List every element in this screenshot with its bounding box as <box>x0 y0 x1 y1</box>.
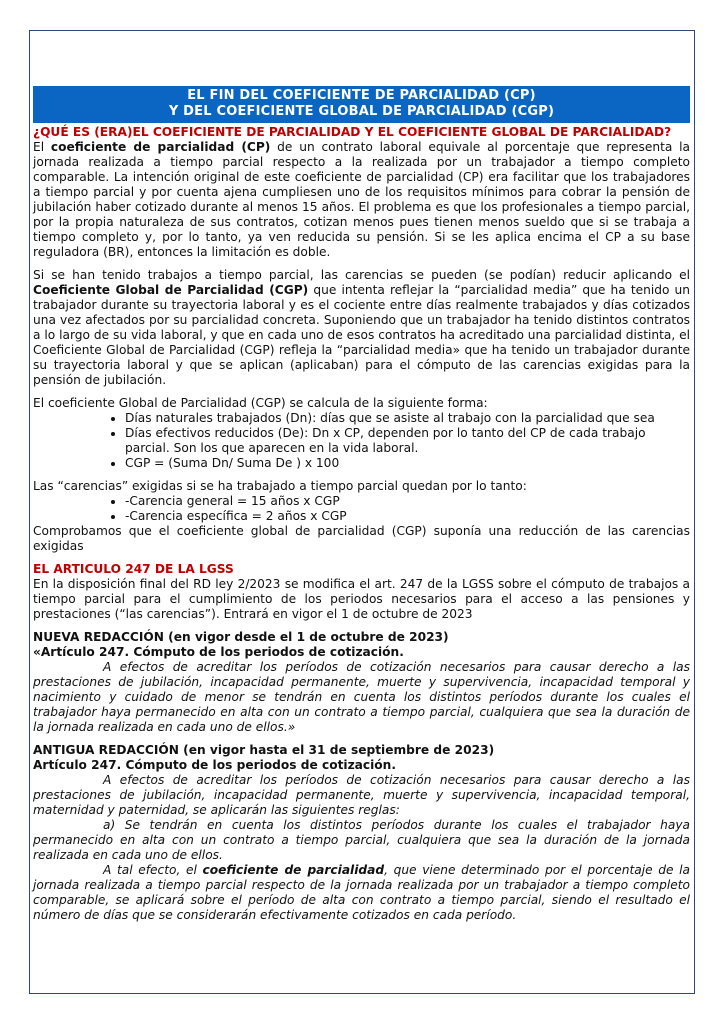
document-content <box>33 86 690 923</box>
title-banner <box>33 86 690 123</box>
paragraph-cp-definition <box>33 140 690 260</box>
formula-list <box>33 411 690 471</box>
term-cgp: Coeficiente Global de Parcialidad (CGP) <box>33 283 309 297</box>
paragraph-rd-ley: En la disposición final del RD ley 2/2023 se modifica el art. 247 de la LGSS sobre el cómputo de trabajos a tiempo parcial para el cumplimiento de los periodos necesarios para el acceso a las pensiones y prestaciones (“las carencias”). Entrará en vigor el 1 de octubre de 2023 <box>33 577 690 621</box>
new-article-text: A efectos de acreditar los períodos de cotización necesarios para causar derecho a las prestaciones de jubilación, incapacidad permanente, muerte y supervivencia, incapacidad temporal y nacimiento y cuidado de menor se tendrán en cuenta los distintos períodos durante los cuales el trabajador haya permanecido en alta con un contrato a tiempo parcial, cualquiera que sea la duración de la jornada realizada en cada uno de ellos.» <box>33 660 690 734</box>
new-redaction-heading: NUEVA REDACCIÓN (en vigor desde el 1 de octubre de 2023) <box>33 630 449 644</box>
text-run: que intenta reflejar la “parcialidad media” que ha tenido un trabajador durante su trayectoria laboral y es el cociente entre días realmente trabajados y días cotizados una vez afectados por su parcialidad concreta. Suponiendo que un trabajador ha tenido distintos contratos a lo largo de su vida laboral, y que en cada uno de esos contratos ha acreditado una parcialidad distinta, el Coeficiente Global de Parcialidad (CGP) refleja la “parcialidad media» que ha tenido un trabajador durante su trayectoria laboral y que se aplican (aplicaban) para el cómputo de las carencias exigidas para la pensión de jubilación. <box>33 283 690 387</box>
list-item: • Días efectivos reducidos (De): Dn x CP, dependen por lo tanto del CP de cada trabajo parcial. Son los que aparecen en la vida laboral. <box>125 426 690 456</box>
term-coeficiente: coeficiente de parcialidad <box>202 863 385 877</box>
old-article-text-1: A efectos de acreditar los períodos de cotización necesarios para causar derecho a las prestaciones de jubilación, incapacidad permanente, muerte y supervivencia, incapacidad temporal, maternidad y paternidad, se aplicarán las siguientes reglas: <box>33 773 690 817</box>
section-heading-article-247: EL ARTICULO 247 DE LA LGSS <box>33 562 234 576</box>
old-article-text-3 <box>33 863 690 923</box>
list-item: • Días naturales trabajados (Dn): días que se asiste al trabajo con la parcialidad que sea <box>125 411 690 426</box>
text-run: , que viene determinado por el porcentaje de la jornada realizada a tiempo parcial respecto de la jornada realizada por un trabajador a tiempo completo comparable, se aplicará sobre el período de alta con contrato a tiempo parcial, siendo el resultado el número de días que se considerarán efectivamente cotizados en cada período. <box>33 863 691 922</box>
paragraph-conclusion: Comprobamos que el coeficiente global de parcialidad (CGP) suponía una reducción de las carencias exigidas <box>33 524 690 553</box>
term-cp: coeficiente de parcialidad (CP) <box>50 140 271 154</box>
text-run: A tal efecto, el <box>103 863 203 877</box>
paragraph-cgp-formula-intro: El coeficiente Global de Parcialidad (CGP) se calcula de la siguiente forma: <box>33 396 488 410</box>
text-run: Si se han tenido trabajos a tiempo parcial, las carencias se pueden (se podían) reducir aplicando el <box>33 268 690 282</box>
section-question: ¿QUÉ ES (ERA)EL COEFICIENTE DE PARCIALIDAD Y EL COEFICIENTE GLOBAL DE PARCIALIDAD? <box>33 125 672 139</box>
old-article-text-2: a) Se tendrán en cuenta los distintos períodos durante los cuales el trabajador haya permanecido en alta con un contrato a tiempo parcial, cualquiera que sea la duración de la jornada realizada en cada uno de ellos. <box>33 818 690 862</box>
list-item: • -Carencia específica = 2 años x CGP <box>125 509 690 524</box>
list-item: • CGP = (Suma Dn/ Suma De ) x 100 <box>125 456 690 471</box>
text-run: El <box>33 140 51 154</box>
old-article-title: Artículo 247. Cómputo de los periodos de cotización. <box>33 758 396 772</box>
paragraph-cgp-definition <box>33 268 690 388</box>
new-article-title: «Artículo 247. Cómputo de los periodos de cotización. <box>33 645 404 659</box>
text-run: de un contrato laboral equivale al porcentaje que representa la jornada realizada a tiempo parcial respecto a la realizada por un trabajador a tiempo completo comparable. La intención original de este coeficiente de parcialidad (CP) era facilitar que los trabajadores a tiempo parcial y por cuenta ajena cumpliesen uno de los requisitos mínimos para cobrar la pensión de jubilación haber cotizado durante al menos 15 años. El problema es que los profesionales a tiempo parcial, por la propia naturaleza de sus contratos, cotizan menos pues tienen menos sueldo que si se trabaja a tiempo completo y, por lo tanto, ya ven reducida su pensión. Si se les aplica encima el CP a su base reguladora (BR), entonces la limitación es doble. <box>33 140 690 259</box>
list-item: • -Carencia general = 15 años x CGP <box>125 494 690 509</box>
title-line-1: EL FIN DEL COEFICIENTE DE PARCIALIDAD (CP) <box>187 88 536 103</box>
old-redaction-heading: ANTIGUA REDACCIÓN (en vigor hasta el 31 de septiembre de 2023) <box>33 743 495 757</box>
title-line-2: Y DEL COEFICIENTE GLOBAL DE PARCIALIDAD (CGP) <box>168 104 555 119</box>
paragraph-carencias-intro: Las “carencias” exigidas si se ha trabajado a tiempo parcial quedan por lo tanto: <box>33 479 527 493</box>
carencias-list <box>33 494 690 524</box>
